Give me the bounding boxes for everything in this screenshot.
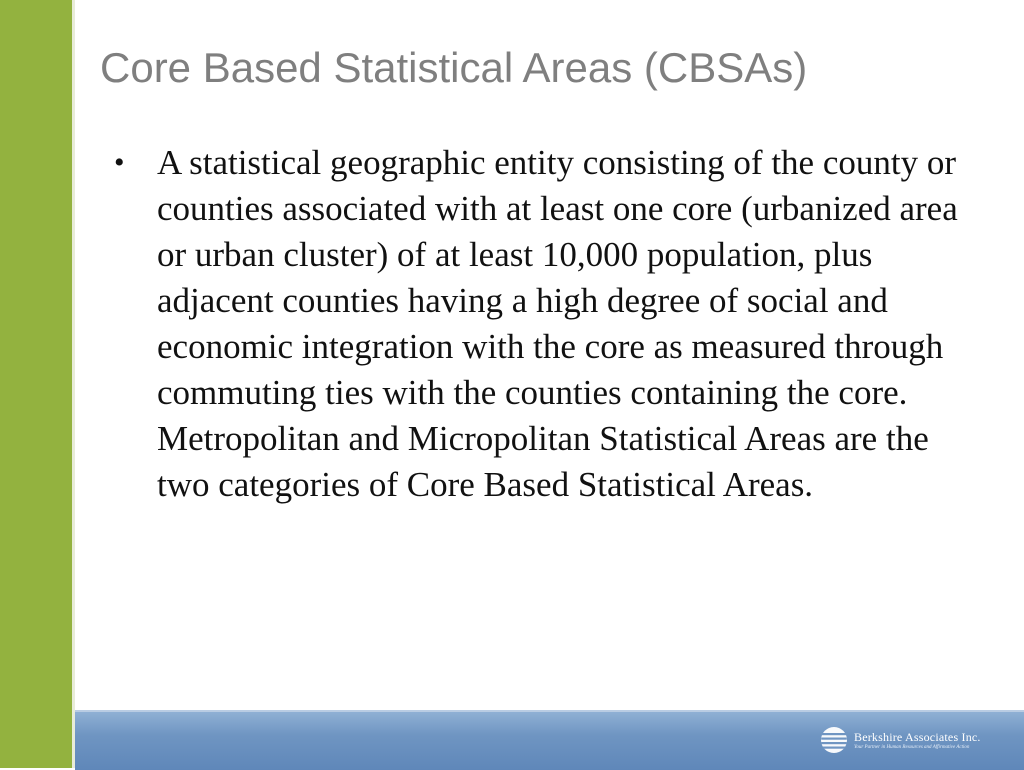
logo-text <box>854 730 981 751</box>
bullet-item <box>114 140 974 508</box>
side-accent-bar-edge <box>72 0 75 768</box>
logo-tagline: Your Partner in Human Resources and Affirmative Action <box>854 744 970 750</box>
slide-title: Core Based Statistical Areas (CBSAs) <box>100 44 808 91</box>
bullet-marker: • <box>114 146 125 179</box>
bullet-list <box>114 140 974 508</box>
side-accent-bar <box>0 0 72 768</box>
logo-name: Berkshire Associates Inc. <box>854 729 981 744</box>
bullet-text: A statistical geographic entity consisting of the county or counties associated with at least one core (urbanized area or urban cluster) of at least 10,000 population, plus adjacent counties having a high degree of social and economic integration with the core as measured through commuting ties with the counties containing the core. Metropolitan and Micropolitan Statistical Areas are the two categories of Core Based Statistical Areas. <box>157 143 958 504</box>
globe-icon <box>820 726 848 754</box>
company-logo <box>820 724 981 756</box>
